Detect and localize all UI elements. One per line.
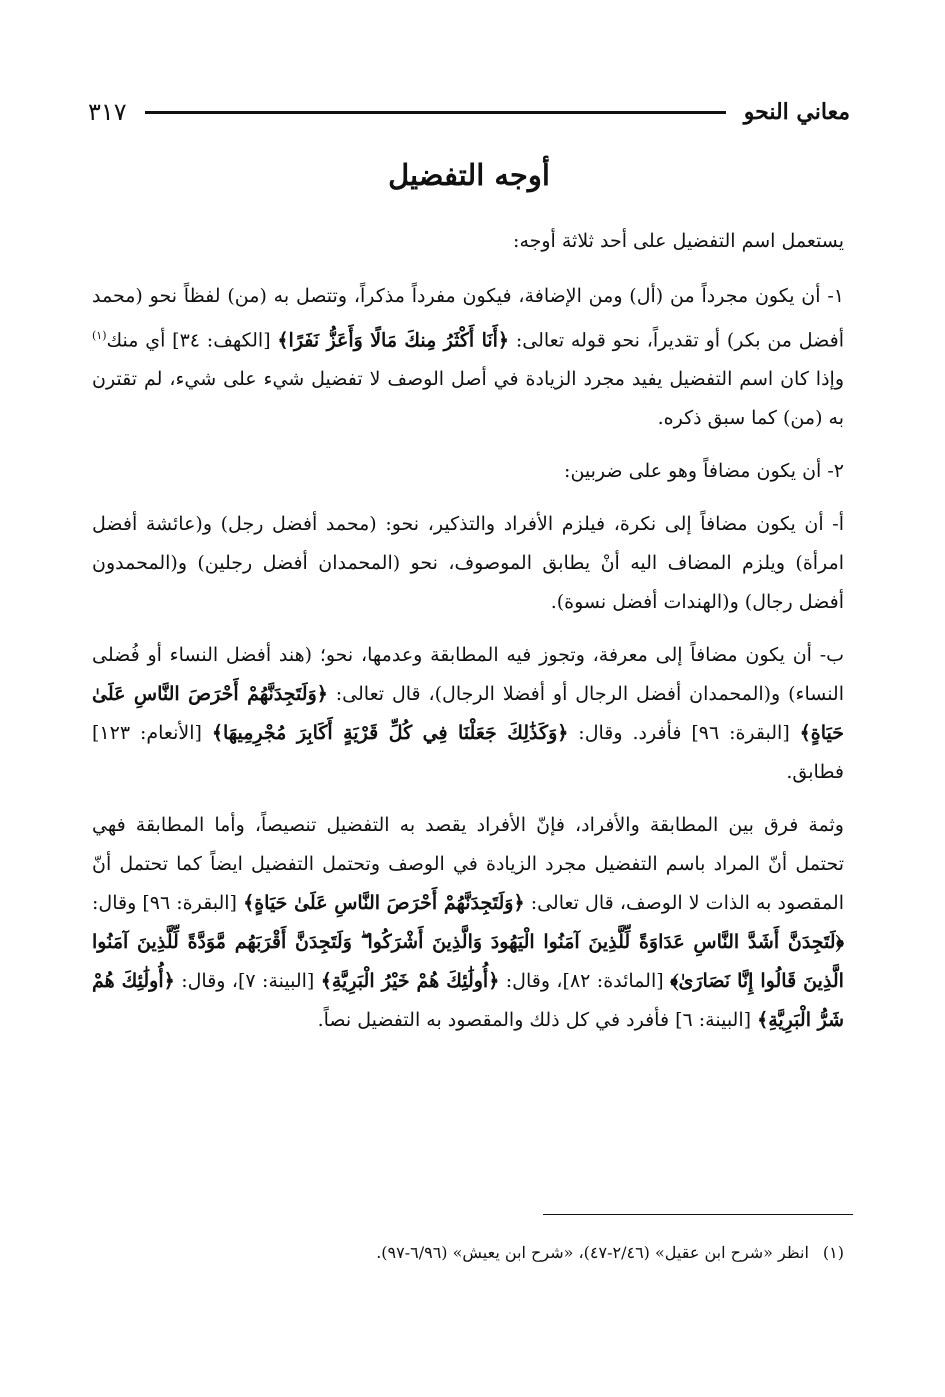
quran-verse-1: ﴿أَنَا أَكْثَرُ مِنكَ مَالًا وَأَعَزُّ نَفَرًا﴾ (277, 329, 510, 352)
paragraph-4-text-b: [البقرة: ٩٦] فأفرد. وقال: (568, 722, 800, 745)
paragraph-5-text-e: [البينة: ٦] فأفرد في كل ذلك والمقصود به التفضيل نصاً. (317, 1009, 758, 1032)
section-title: أوجه التفضيل (388, 158, 550, 192)
paragraph-4 (92, 636, 844, 792)
paragraph-4-text-c: [الأنعام: ١٢٣] فطابق. (92, 722, 844, 784)
paragraph-5-text-d: [البينة: ٧]، وقال: (174, 970, 321, 993)
header-rule (145, 111, 726, 114)
quran-verse-6: ﴿أُولَٰئِكَ هُمْ خَيْرُ الْبَرِيَّةِ﴾ (320, 970, 500, 993)
paragraph-intro: يستعمل اسم التفضيل على أحد ثلاثة أوجه: (513, 230, 844, 252)
paragraph-1-text-c: وإذا كان اسم التفضيل يفيد مجرد الزيادة في أصل الوصف لا تفضيل شيء على شيء، لم تقترن به (من) كما سبق ذكره. (92, 368, 844, 430)
quran-verse-4: ﴿وَلَتَجِدَنَّهُمْ أَحْرَصَ النَّاسِ عَلَىٰ حَيَاةٍ﴾ (243, 892, 525, 915)
paragraph-5-text-c: [المائدة: ٨٢]، وقال: (499, 970, 671, 993)
paragraph-2: ٢- أن يكون مضافاً وهو على ضربين: (564, 460, 844, 483)
paragraph-4-text-a: ب- أن يكون مضافاً إلى معرفة، وتجوز فيه المطابقة وعدمها، نحو؛ (هند أفضل النساء أو فُضلى النساء) و(المحمدان أفضل الرجال أو أفضلا الرجال)، قال تعالى: (92, 644, 844, 706)
footnote-number: (١) (822, 1243, 844, 1262)
quran-verse-3: ﴿وَكَذَٰلِكَ جَعَلْنَا فِي كُلِّ قَرْيَةٍ أَكَابِرَ مُجْرِمِيهَا﴾ (211, 722, 569, 745)
paragraph-5-text-a: وثمة فرق بين المطابقة والأفراد، فإنّ الأفراد يقصد به التفضيل تنصيصاً، وأما المطابقة فهي تحتمل أنّ المراد باسم التفضيل مجرد الزيادة في الوصف وتحتمل التفضيل ايضاً كما تحتمل أنّ المقصود به الذات لا الوصف، قال تعالى: (92, 814, 844, 915)
quran-verse-5: ﴿لَتَجِدَنَّ أَشَدَّ النَّاسِ عَدَاوَةً لِّلَّذِينَ آمَنُوا الْيَهُودَ وَالَّذِينَ أَشْرَكُوا ۖ وَلَتَجِدَنَّ أَقْرَبَهُم مَّوَدَّةً لِّلَّذِينَ آمَنُوا الَّذِينَ قَالُوا إِنَّا نَصَارَىٰ﴾ (92, 931, 844, 993)
paragraph-5 (92, 806, 844, 1040)
footnote-text: انظر «شرح ابن عقيل» (٢/٤٦-٤٧)، «شرح ابن يعيش» (٦/٩٦-٩٧). (376, 1243, 809, 1262)
paragraph-1-text-b: [الكهف: ٣٤] أي منك (106, 329, 278, 352)
body-text (92, 222, 844, 1054)
paragraph-1 (92, 277, 844, 438)
footnote (92, 1238, 844, 1268)
paragraph-5-text-b: [البقرة: ٩٦] وقال: (92, 892, 244, 915)
footnote-marker[interactable]: (١) (92, 329, 107, 342)
paragraph-1-text-a: ١- أن يكون مجرداً من (أل) ومن الإضافة، فيكون مفرداً مذكراً، وتتصل به (من) لفظاً نحو (محمد أفضل من بكر) أو تقديراً، نحو قوله تعالى: (92, 285, 844, 352)
footnote-divider (543, 1214, 853, 1215)
book-title: معاني النحو (743, 99, 850, 125)
paragraph-3: أ- أن يكون مضافاً إلى نكرة، فيلزم الأفراد والتذكير، نحو: (محمد أفضل رجل) و(عائشة أفضل امرأة) ويلزم المضاف اليه أنْ يطابق الموصوف، نحو (المحمدان أفضل رجلين) و(المحمدون أفضل رجال) و(الهندات أفضل نسوة). (92, 513, 844, 614)
quran-verse-2: ﴿وَلَتَجِدَنَّهُمْ أَحْرَصَ النَّاسِ عَلَىٰ حَيَاةٍ﴾ (92, 683, 845, 745)
quran-verse-7: ﴿أُولَٰئِكَ هُمْ شَرُّ الْبَرِيَّةِ﴾ (92, 970, 844, 1032)
page-number: ٣١٧ (88, 98, 127, 126)
running-header (88, 92, 850, 132)
